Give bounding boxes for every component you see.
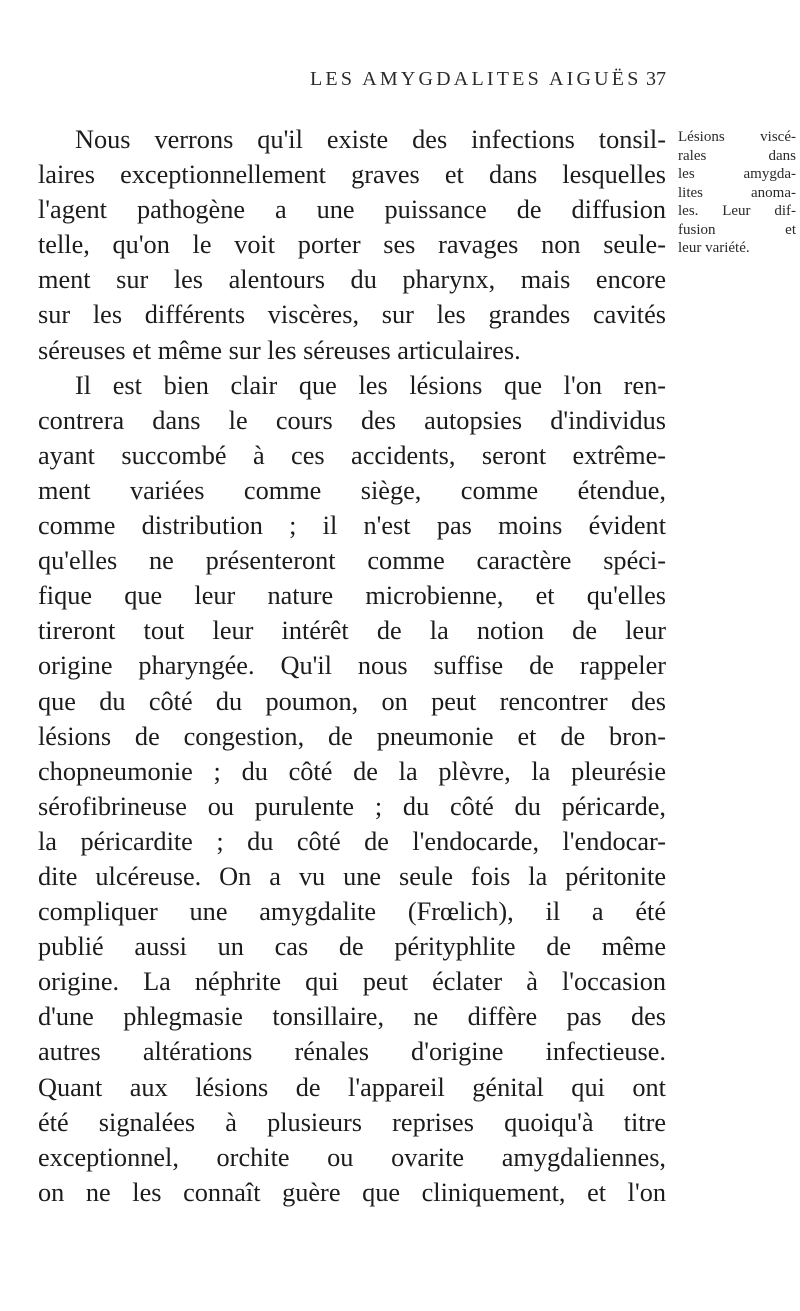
text-line: l'agent pathogène a une puissance de diffusion	[38, 195, 666, 225]
text-line: comme distribution ; il n'est pas moins évident	[38, 511, 666, 541]
margin-note-line: lites anoma-	[678, 184, 796, 201]
text-line: sur les différents viscères, sur les grandes cavités	[38, 300, 666, 330]
margin-note-line: les. Leur dif-	[678, 203, 796, 219]
text-line: chopneumonie ; du côté de la plèvre, la pleurésie	[38, 756, 666, 786]
margin-note-line: Lésions viscé-	[678, 129, 796, 145]
text-line: d'une phlegmasie tonsillaire, ne diffère pas des	[38, 1002, 666, 1032]
text-line: Quant aux lésions de l'appareil génital qui ont	[38, 1072, 666, 1102]
text-line: autres altérations rénales d'origine infectieuse.	[38, 1037, 666, 1067]
text-line: contrera dans le cours des autopsies d'individus	[38, 405, 666, 435]
body-text	[38, 122, 666, 1210]
text-line: telle, qu'on le voit porter ses ravages non seule-	[38, 230, 666, 260]
margin-note-line: leur variété.	[678, 240, 750, 256]
margin-note-line: rales dans	[678, 147, 796, 164]
text-line: sérofibrineuse ou purulente ; du côté du péricarde,	[38, 791, 666, 821]
text-line: on ne les connaît guère que cliniquement, et l'on	[38, 1177, 666, 1207]
margin-note-line: fusion et	[678, 221, 796, 238]
text-line: lésions de congestion, de pneumonie et de bron-	[38, 721, 666, 751]
margin-note	[678, 128, 796, 258]
text-line: laires exceptionnellement graves et dans lesquelles	[38, 160, 666, 190]
text-line: été signalées à plusieurs reprises quoiqu'à titre	[38, 1107, 666, 1137]
text-line: exceptionnel, orchite ou ovarite amygdaliennes,	[38, 1142, 666, 1172]
text-line: Il est bien clair que les lésions que l'on ren-	[75, 370, 666, 400]
text-line: dite ulcéreuse. On a vu une seule fois la péritonite	[38, 861, 666, 891]
text-line: séreuses et même sur les séreuses articulaires.	[38, 335, 521, 365]
page-number: 37	[646, 68, 666, 90]
running-title: LES AMYGDALITES AIGUËS	[310, 68, 642, 90]
text-line: fique que leur nature microbienne, et qu'elles	[38, 581, 666, 611]
text-line: origine. La néphrite qui peut éclater à l'occasion	[38, 967, 666, 997]
text-line: la péricardite ; du côté de l'endocarde, l'endocar-	[38, 826, 666, 856]
text-line: publié aussi un cas de pérityphlite de même	[38, 932, 666, 962]
text-line: qu'elles ne présenteront comme caractère spéci-	[38, 546, 666, 576]
text-line: que du côté du poumon, on peut rencontrer des	[38, 686, 666, 716]
text-line: ayant succombé à ces accidents, seront extrême-	[38, 440, 666, 470]
text-line: ment sur les alentours du pharynx, mais encore	[38, 265, 666, 295]
running-head	[0, 68, 800, 98]
text-line: Nous verrons qu'il existe des infections tonsil-	[75, 125, 666, 154]
text-line: tireront tout leur intérêt de la notion de leur	[38, 616, 666, 646]
text-line: ment variées comme siège, comme étendue,	[38, 475, 666, 505]
margin-note-line: les amygda-	[678, 166, 796, 182]
text-line: compliquer une amygdalite (Frœlich), il a été	[38, 897, 666, 927]
text-line: origine pharyngée. Qu'il nous suffise de rappeler	[38, 651, 666, 681]
